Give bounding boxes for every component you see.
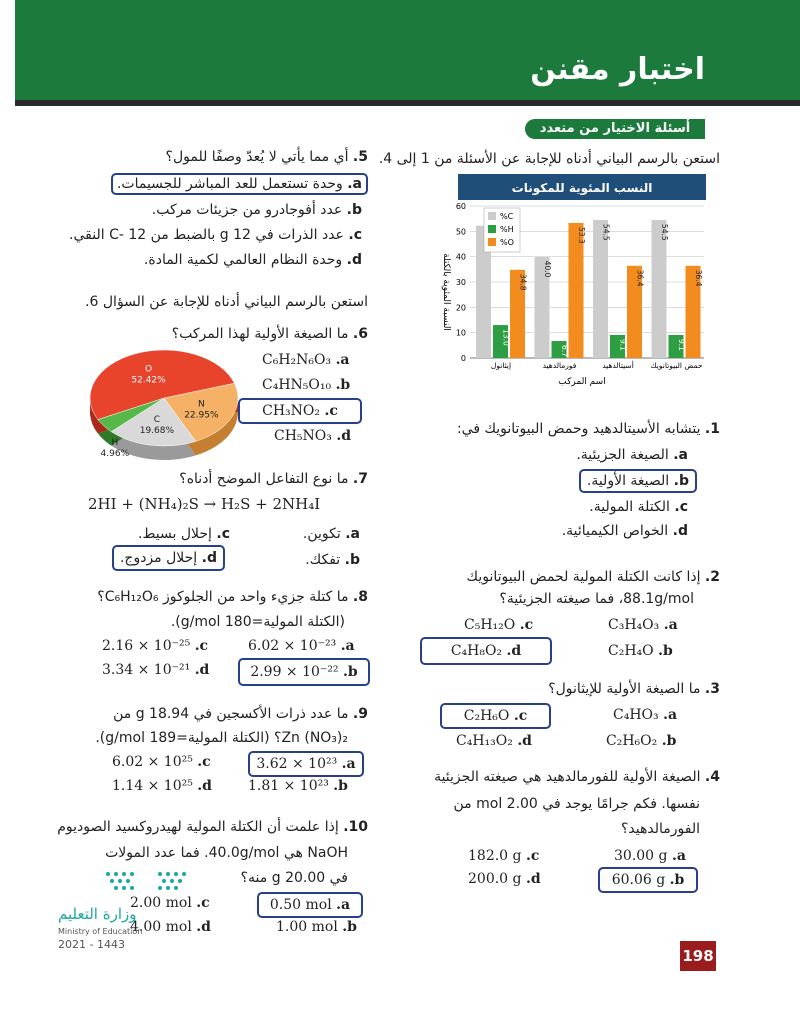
q6-option-d: CH₅NO₃ .d [274, 428, 351, 444]
q7-option-d-selected: d. إحلال مزدوج. [112, 545, 225, 571]
ministry-name-en: Ministry of Education [58, 927, 143, 936]
pie-label-C: C [153, 414, 161, 425]
q1-b-text: الصيغة الأولية. [586, 473, 670, 489]
q1-option-b-selected [579, 469, 697, 493]
q3-option-d: C₄H₁₃O₂ .d [456, 733, 532, 749]
y-tick-label: 30 [455, 278, 466, 287]
bar-value-label: 6.7 [560, 345, 569, 357]
q2-stem-2: 88.1g/mol، فما صيغته الجزيئية؟ [499, 591, 694, 607]
q4-stem-3: الفورمالدهيد؟ [621, 821, 700, 837]
q2-option-d-selected: C₄H₈O₂ .d [420, 637, 552, 665]
q10-option-a-selected: 0.50 mol .a [257, 892, 363, 918]
q8-stem-1: 8. ما كتلة جزيء واحد من الجلوكوز C₆H₁₂O₆؟ [97, 589, 368, 605]
q1-a-label: a. [673, 447, 688, 463]
q4-option-c: 182.0 g .c [468, 848, 540, 864]
legend-label: %C [500, 212, 514, 221]
ministry-logo-icon [100, 868, 196, 894]
q1-text: يتشابه الأسيتالدهيد وحمض البيوتانويك في: [456, 421, 701, 437]
q1-option-d [562, 522, 688, 540]
q1-b-label: b. [673, 473, 689, 489]
x-tick-label: فورمالدهيد [542, 361, 577, 370]
q8-option-d: 3.34 × 10⁻²¹ .d [102, 662, 210, 678]
q1-c-label: c. [674, 499, 688, 515]
q10-stem-3: في 20.00 g منه؟ [240, 870, 348, 886]
q3-option-b: C₂H₆O₂ .b [606, 733, 677, 749]
q7-equation: 2HI + (NH₄)₂S → H₂S + 2NH₄I [88, 495, 321, 513]
pie-label-O: O [144, 364, 153, 375]
q5-option-b: b. عدد أفوجادرو من جزيئات مركب. [151, 202, 362, 218]
legend-swatch [488, 212, 496, 220]
q10-stem-1: 10. إذا علمت أن الكتلة المولية لهيدروكسيد الصوديوم [57, 819, 368, 835]
legend-swatch [488, 238, 496, 246]
q4-option-d: 200.0 g .d [468, 871, 541, 887]
q8-option-c: 2.16 × 10⁻²⁵ .c [102, 638, 209, 654]
y-tick-label: 60 [455, 202, 466, 211]
bar-value-label: 54.5 [601, 223, 611, 241]
bar-C-3 [652, 220, 667, 358]
q9-option-c: 6.02 × 10²⁵ .c [112, 754, 211, 770]
y-tick-label: 40 [455, 252, 466, 262]
x-tick-label: أسيتالدهيد [602, 361, 634, 370]
bar-value-label: 9.1 [618, 338, 628, 351]
q8-stem-2: (الكتلة المولية=180 g/mol). [170, 614, 345, 630]
chart-title: النسب المئوية للمكونات [511, 181, 653, 195]
bar-value-label: 34.8 [518, 273, 528, 291]
bar-C-2 [593, 220, 608, 358]
bar-value-label: 9.1 [677, 338, 686, 351]
x-axis-label: اسم المركب [558, 377, 606, 387]
y-tick-label: 10 [455, 328, 466, 338]
q3-option-c-selected: C₂H₆O .c [440, 703, 551, 729]
bar-value-label: 53.3 [577, 226, 586, 244]
q1-option-a [576, 446, 688, 464]
q9-stem-1: 9. ما عدد ذرات الأكسجين في 18.94 g من [113, 706, 368, 722]
q7-stem: 7. ما نوع التفاعل الموضح أدناه؟ [179, 471, 368, 487]
composition-pie-chart [84, 340, 244, 470]
pie-label-N: N [198, 399, 205, 410]
q9-option-d: 1.14 × 10²⁵ .d [112, 778, 212, 794]
y-axis-label: النسبة المئوية بالكتلة [441, 253, 451, 331]
x-tick-label: إيثانول [490, 361, 512, 370]
q6-option-b: C₄HN₅O₁₀ .b [262, 377, 351, 393]
bar-value-label: 36.4 [635, 269, 645, 287]
section-title: أسئلة الاختيار من متعدد [525, 119, 705, 139]
pie-pct-H: 4.96% [100, 448, 130, 459]
q5-option-a-selected: a. وحدة تستعمل للعد المباشر للجسيمات. [111, 173, 368, 195]
q7-option-c: c. إحلال بسيط. [138, 526, 230, 542]
q2-stem-1: 2. إذا كانت الكتلة المولية لحمض البيوتانويك [466, 569, 720, 585]
q1-stem [457, 420, 720, 438]
q1-d-text: الخواص الكيميائية. [561, 523, 669, 539]
q9-option-a-selected: 3.62 × 10²³ .a [248, 751, 364, 777]
pie-pct-O: 52.42% [131, 375, 166, 386]
q10-option-c: 2.00 mol .c [130, 895, 210, 911]
legend-swatch [488, 225, 496, 233]
q6-stem: 6. ما الصيغة الأولية لهذا المركب؟ [171, 326, 368, 342]
q9-option-b: 1.81 × 10²³ .b [248, 778, 348, 794]
q8-option-a: 6.02 × 10⁻²³ .a [248, 638, 355, 654]
q2-option-c: C₅H₁₂O .c [464, 617, 534, 633]
q1-number: 1. [704, 421, 720, 437]
bar-value-label: 13.0 [501, 329, 511, 346]
bar-value-label: 40.0 [543, 260, 552, 278]
q3-option-a: C₄HO₃ .a [613, 707, 678, 723]
q8-option-b-selected: 2.99 × 10⁻²² .b [238, 658, 370, 686]
q5-stem: 5. أي مما يأتي لا يُعدّ وصفًا للمول؟ [165, 149, 368, 165]
q4-option-a: 30.00 g .a [614, 848, 686, 864]
y-tick-label: 20 [455, 303, 466, 313]
x-tick-label: حمض البيوتانويك [650, 361, 703, 370]
q4-stem-1: 4. الصيغة الأولية للفورمالدهيد هي صيغته الجزيئية [434, 769, 720, 785]
q9-stem-2: Zn (NO₃)₂؟ (الكتلة المولية=189 g/mol). [95, 730, 348, 746]
q4-option-b-selected: 60.06 g .b [598, 867, 698, 893]
y-tick-label: 0 [460, 354, 466, 363]
composition-bar-chart [436, 172, 708, 392]
q10-stem-2: NaOH هي 40.0g/mol. فما عدد المولات [105, 845, 348, 861]
legend-label: %O [500, 238, 514, 247]
chart-legend [484, 208, 520, 252]
pie-label-H: H [111, 437, 119, 448]
q6-option-c-selected: CH₃NO₂ .c [238, 398, 362, 424]
q5-option-c: c. عدد الذرات في 12 g بالضبط من C- 12 النقي. [69, 227, 362, 243]
pie-pct-N: 22.95% [184, 410, 219, 421]
q1-d-label: d. [672, 523, 688, 539]
q7-option-a: a. تكوين. [302, 526, 360, 542]
ministry-name-ar: وزارة التعليم [58, 905, 137, 923]
q7-option-b: b. تفكك. [305, 552, 360, 568]
q1-a-text: الصيغة الجزيئية. [576, 447, 669, 463]
q10-option-d: 4.00 mol .d [130, 919, 211, 935]
q4-stem-2: نفسها. فكم جرامًا يوجد في 2.00 mol من [453, 796, 700, 812]
intro-right: استعن بالرسم البياني أدناه للإجابة عن الأسئلة من 1 إلى 4. [378, 151, 720, 167]
page-title: اختبار مقنن [530, 52, 705, 87]
page-number: 198 [680, 941, 716, 971]
q2-option-b: C₂H₄O .b [608, 643, 673, 659]
q3-stem: 3. ما الصيغة الأولية للإيثانول؟ [548, 681, 720, 697]
q5-option-d: d. وحدة النظام العالمي لكمية المادة. [143, 252, 362, 268]
legend-label: %H [500, 225, 514, 234]
bar-value-label: 54.5 [660, 223, 669, 241]
y-tick-label: 50 [455, 227, 466, 237]
edition-year: 2021 - 1443 [58, 938, 125, 951]
intro-left: استعن بالرسم البياني أدناه للإجابة عن السؤال 6. [85, 294, 368, 310]
q1-option-c [589, 498, 688, 516]
q6-option-a: C₆H₂N₆O₃ .a [262, 352, 350, 368]
q1-c-text: الكتلة المولية. [589, 499, 670, 515]
q2-option-a: C₃H₄O₃ .a [608, 617, 678, 633]
bar-value-label: 36.4 [694, 269, 703, 287]
q10-option-b: 1.00 mol .b [276, 919, 357, 935]
pie-pct-C: 19.68% [139, 425, 175, 436]
